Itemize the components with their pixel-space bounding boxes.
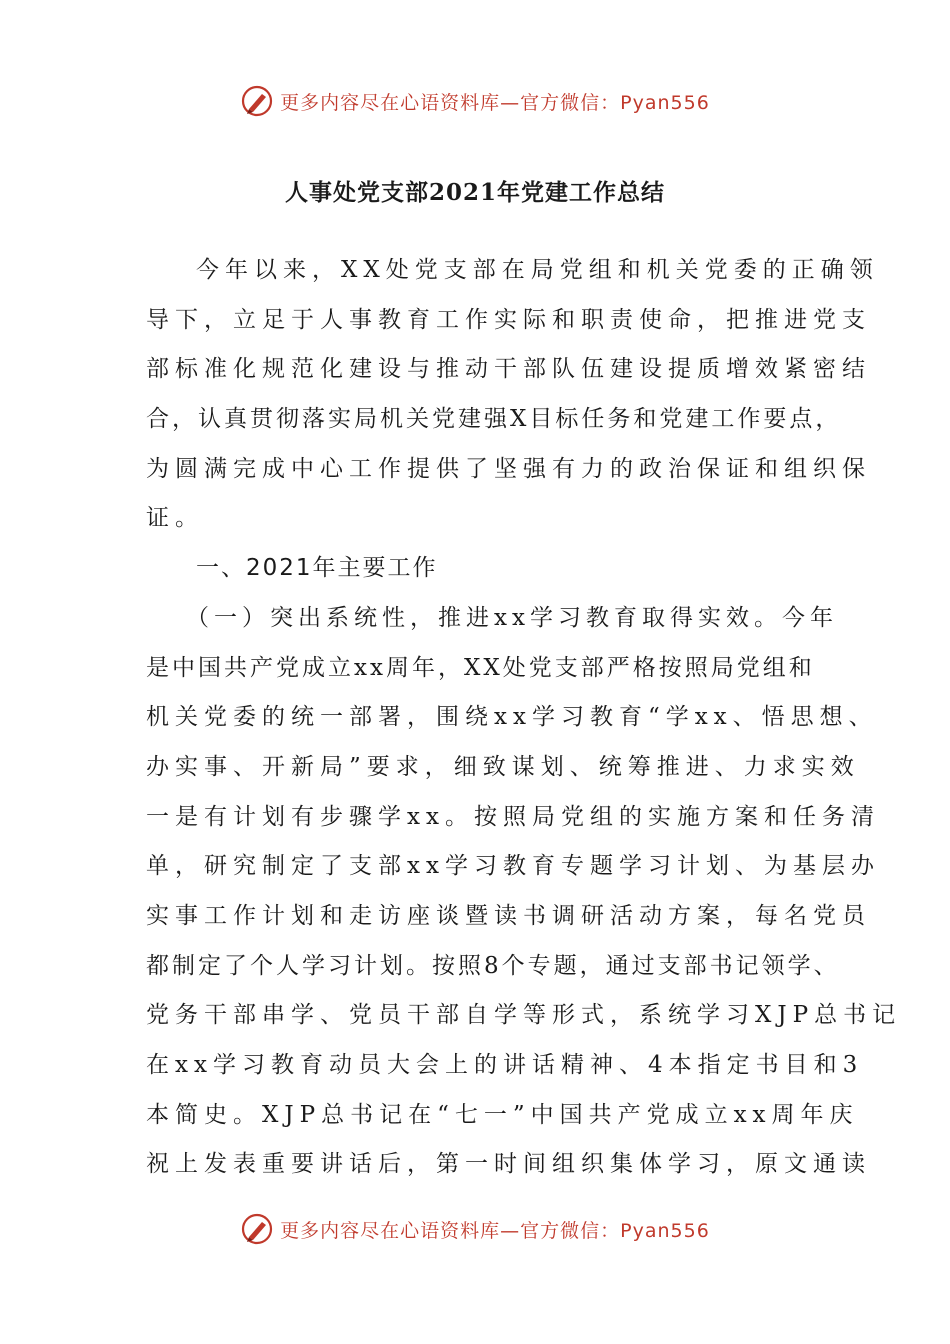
watermark-text: 更多内容尽在心语资料库—官方微信：Pyan556	[280, 1219, 710, 1242]
paragraph-line: （一）突出系统性，推进xx学习教育取得实效。今年	[186, 604, 838, 631]
paragraph-line: 党务干部串学、党员干部自学等形式，系统学习XJP总书记	[146, 1002, 902, 1029]
paragraph-line: 是中国共产党成立xx周年，XX处党支部严格按照局党组和	[146, 654, 815, 681]
paragraph-line: 在xx学习教育动员大会上的讲话精神、4本指定书目和3	[146, 1052, 864, 1078]
pen-logo-icon	[240, 1212, 274, 1246]
paragraph-line: 都制定了个人学习计划。按照8个专题，通过支部书记领学、	[146, 952, 840, 979]
footer-watermark	[0, 1212, 950, 1246]
paragraph-line: 一是有计划有步骤学xx。按照局党组的实施方案和任务清	[146, 803, 880, 830]
watermark-text: 更多内容尽在心语资料库—官方微信：Pyan556	[280, 91, 710, 114]
paragraph-line: 机关党委的统一部署，围绕xx学习教育“学xx、悟思想、	[146, 704, 878, 731]
header-watermark	[0, 84, 950, 118]
document-body	[146, 246, 902, 1190]
paragraph-line: 为圆满完成中心工作提供了坚强有力的政治保证和组织保	[146, 455, 871, 482]
paragraph-line: 实事工作计划和走访座谈暨读书调研活动方案，每名党员	[146, 902, 871, 929]
paragraph-line: 部标准化规范化建设与推动干部队伍建设提质增效紧密结	[146, 356, 871, 383]
pen-logo-icon	[240, 84, 274, 118]
paragraph-line: 导下，立足于人事教育工作实际和职责使命，把推进党支	[146, 306, 871, 333]
paragraph-line: 合，认真贯彻落实局机关党建强X目标任务和党建工作要点，	[146, 406, 842, 433]
paragraph-line: 办实事、开新局”要求，细致谋划、统筹推进、力求实效	[146, 753, 860, 780]
section-heading: 一、2021年主要工作	[196, 555, 438, 582]
paragraph-line: 今年以来，XX处党支部在局党组和机关党委的正确领	[196, 257, 879, 283]
paragraph-line: 单，研究制定了支部xx学习教育专题学习计划、为基层办	[146, 853, 880, 880]
paragraph-line: 本简史。XJP总书记在“七一”中国共产党成立xx周年庆	[146, 1101, 859, 1128]
document-title: 人事处党支部2021年党建工作总结	[284, 179, 665, 206]
paragraph-line: 祝上发表重要讲话后，第一时间组织集体学习，原文通读	[146, 1151, 871, 1178]
paragraph-line: 证。	[146, 505, 204, 532]
